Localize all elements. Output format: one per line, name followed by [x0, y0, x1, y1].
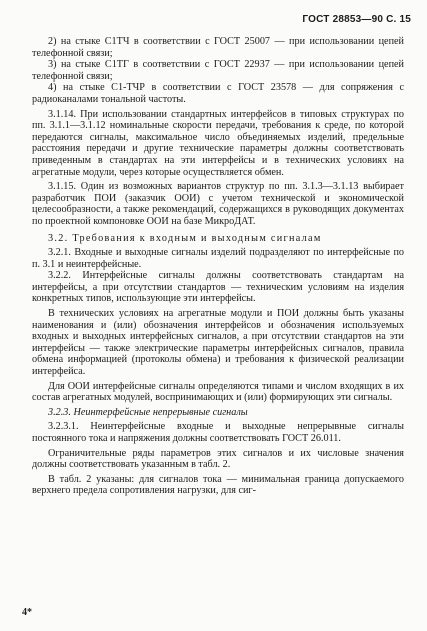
- paragraph-limiting-rows: Ограничительные ряды параметров этих сигналов и их числовые значения должны соответствовать указанным в табл. 2.: [32, 447, 404, 471]
- page-mark: 4*: [22, 607, 32, 619]
- paragraph-3-2-2: 3.2.2. Интерфейсные сигналы должны соответствовать стандартам на интерфейсы, а при отсутствии стандартов — техническим условиям на изделия конкретных типов, использующие эти интерфейсы.: [32, 270, 404, 305]
- subsection-heading-3-2-3: 3.2.3. Неинтерфейсные непрерывные сигналы: [48, 406, 248, 418]
- paragraph-3-1-14: 3.1.14. При использовании стандартных интерфейсов в типовых структурах по пп. 3.1.1—3.1.12 номинальные скорости передачи, требования к среде, по которой передаются сигналы, максимальное число объединяемых изделий, предельные расстояния передачи и другие технические параметры должны соответствовать приведенным в стандартах на эти интерфейсы и в технических условиях на агрегатные модули, через которые осуществляется обмен.: [32, 108, 404, 178]
- paragraph-item-2: 2) на стыке С1ТЧ в соответствии с ГОСТ 25007 — при использовании цепей телефонной связи;: [32, 36, 404, 59]
- paragraph-item-3: 3) на стыке С1ТГ в соответствии с ГОСТ 22937 — при использовании цепей телефонной связи;: [32, 59, 404, 82]
- paragraph-tech-conditions: В технических условиях на агрегатные модули и ПОИ должны быть указаны наименования и (или) обозначения интерфейсов и обозначения используемых входных и выходных интерфейсных сигналов, а при отсутствии стандартов на эти интерфейсы — также электрические параметры интерфейсных сигналов, правила обмена информацией (протоколы обмена) и требования к физической реализации интерфейса.: [32, 308, 404, 378]
- paragraph-ooi-signals: Для ООИ интерфейсные сигналы определяются типами и числом входящих в их состав агрегатных модулей, воспринимающих и (или) формирующих эти сигналы.: [32, 380, 404, 404]
- page-header: ГОСТ 28853—90 С. 15: [302, 14, 411, 25]
- section-heading-3-2: 3.2. Требования к входным и выходным сигналам: [48, 232, 322, 244]
- paragraph-3-1-15: 3.1.15. Один из возможных вариантов структур по пп. 3.1.3—3.1.13 выбирает разработчик ПОИ (заказчик ООИ) с учетом технической и экономической целесообразности, а также рекомендаций, содержащихся в руководящих документах по проектной компоновке ООИ на базе МикроДАТ.: [32, 181, 404, 227]
- document-body: [32, 36, 404, 497]
- paragraph-table-2: В табл. 2 указаны: для сигналов тока — минимальная граница допускаемого верхнего предела сопротивления нагрузки, для сиг-: [32, 473, 404, 497]
- paragraph-item-4: 4) на стыке С1-ТЧР в соответствии с ГОСТ 23578 — для сопряжения с радиоканалами тональной частоты.: [32, 82, 404, 105]
- paragraph-3-2-1: 3.2.1. Входные и выходные сигналы изделий подразделяют по интерфейсные по п. 3.1 и неинтерфейсные.: [32, 247, 404, 270]
- paragraph-3-2-3-1: 3.2.3.1. Неинтерфейсные входные и выходные непрерывные сигналы постоянного тока и напряжения должны соответствовать ГОСТ 26.011.: [32, 421, 404, 444]
